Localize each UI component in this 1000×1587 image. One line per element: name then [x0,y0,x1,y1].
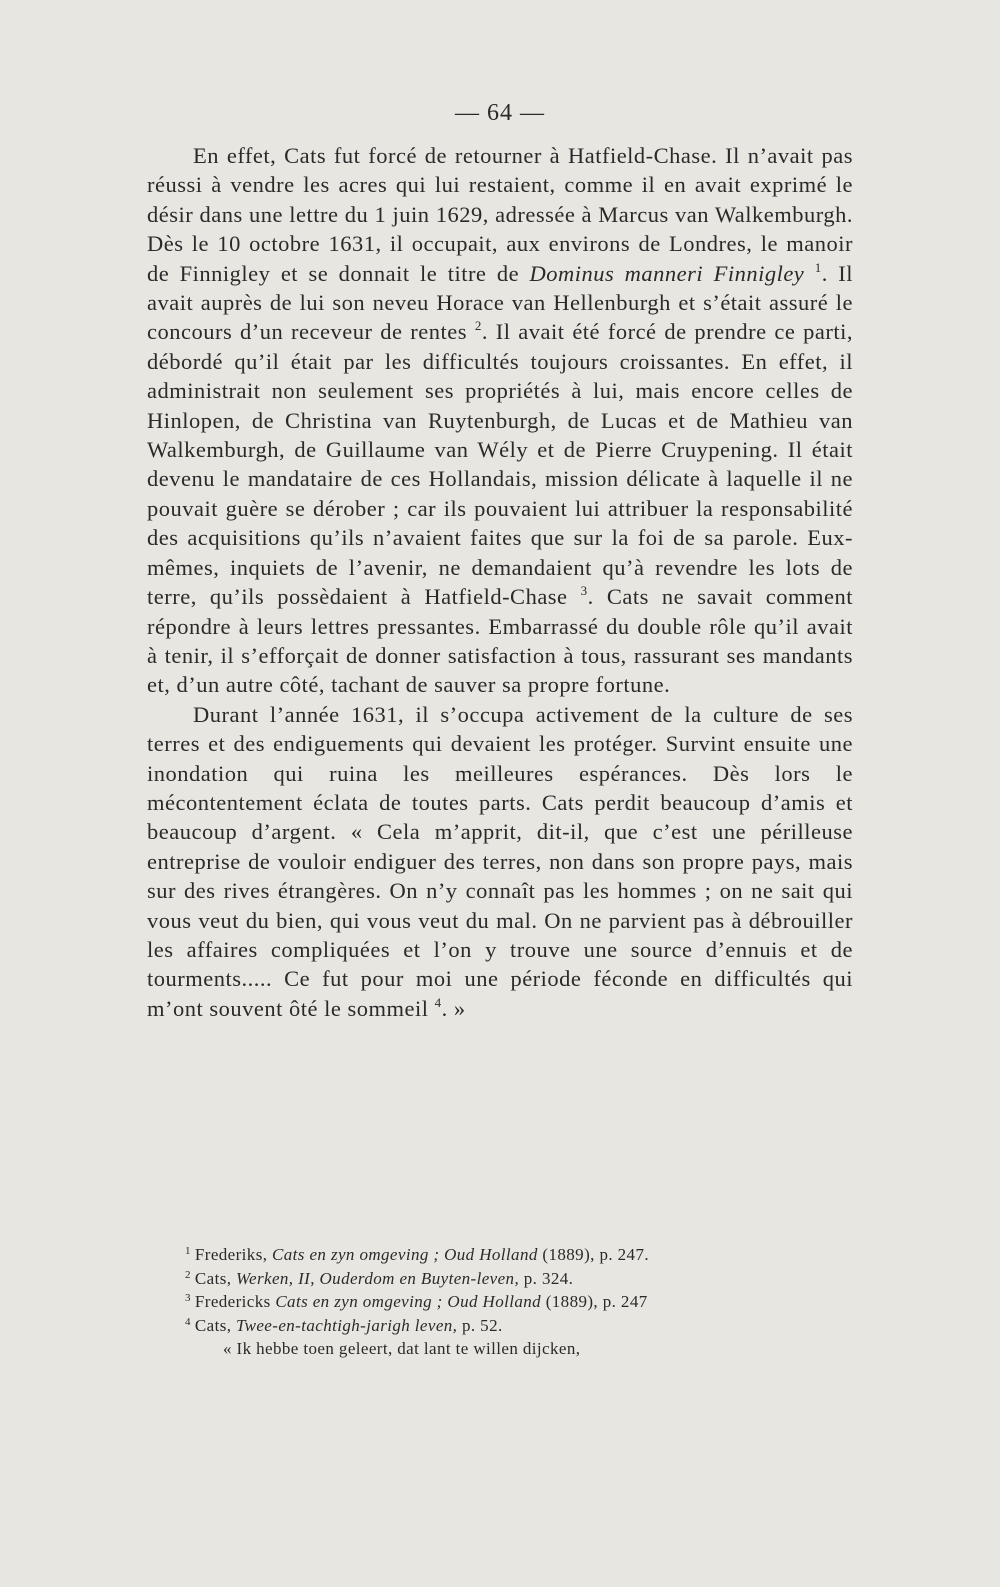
footnote-title: Cats en zyn omgeving ; Oud Holland [275,1292,542,1311]
paragraph-1-text-2: . Il avait auprès de lui son neveu Horace van Hellenburgh et s’était assuré le concours d’un receveur de rentes [147,260,854,345]
footnote-author: Fredericks [194,1292,276,1311]
paragraph-1-text-4: . Cats ne savait comment répondre à leurs lettres pressantes. Embarrassé du double rôle qu’il avait à tenir, il s’efforçait de donner satisfaction à tous, rassurant ses mandants et, d’un autre côté, tachant de sauver sa propre fortune. [147,584,853,698]
footnote-author: Frederiks, [194,1245,273,1264]
paragraph-2-text-2: . » [441,995,466,1021]
footnote-number: 1 [185,1245,191,1257]
paragraph-1-text-1: En effet, Cats fut forcé de retourner à Hatfield-Chase. Il n’avait pas réussi à vendre les acres qui lui restaient, comme il en avait exprimé le désir dans une lettre du 1 juin 1629, adressée à Marcus van Walkemburgh. Dès le 10 octobre 1631, il occupait, aux environs de Londres, le manoir de Finnigley et se donnait le titre de [147,143,853,286]
footnote-1 [185,1243,825,1267]
footnote-ref-1: 1 [814,259,822,275]
footnote-title: Werken, II, Ouderdom en Buyten-leven, [236,1268,520,1288]
main-text [147,141,853,1023]
footnote-title: Twee-en-tachtigh-jarigh leven, [236,1315,458,1335]
paragraph-2-text-1: Durant l’année 1631, il s’occupa activement de la culture de ses terres et des endiguements qui devaient les protéger. Survint ensuite une inondation qui ruina les meilleures espérances. Dès lors le mécontentement éclata de toutes parts. Cats perdit beaucoup d’amis et beaucoup d’argent. « Cela m’apprit, dit-il, que c’est une périlleuse entreprise de vouloir endiguer des terres, non dans son propre pays, mais sur des rives étrangères. On n’y connaît pas les hommes ; on ne sait qui vous veut du bien, qui vous veut du mal. On ne parvient pas à débrouiller les affaires compliquées et l’on y trouve une source d’ennuis et de tourments..... Ce fut pour moi une période féconde en difficultés qui m’ont souvent ôté le sommeil [147,701,853,1021]
footnote-2 [185,1267,825,1291]
footnote-reference: (1889), p. 247 [541,1292,648,1311]
footnote-author: Cats, [194,1268,237,1288]
paragraph-1-text-3: . Il avait été forcé de prendre ce parti, débordé qu’il était par les difficultés toujours croissantes. En effet, il administrait non seulement ses propriétés à lui, mais encore celles de Hinlopen, de Christina van Ruytenburgh, de Lucas et de Mathieu van Walkemburgh, de Guillaume van Wély et de Pierre Cruypening. Il était devenu le mandataire de ces Hollandais, mission délicate à laquelle il ne pouvait guère se dérober ; car ils pouvaient lui attribuer la responsabilité des acquisitions qu’ils n’avaient faites que sur la foi de sa parole. Eux-mêmes, inquiets de l’avenir, ne demandaient qu’à revendre les lots de terre, qu’ils possèdaient à Hatfield-Chase [147,319,854,610]
footnote-author: Cats, [194,1315,237,1335]
paragraph-2 [147,700,853,1023]
paragraph-1 [147,141,853,700]
footnotes [185,1243,825,1361]
footnote-title: Cats en zyn omgeving ; Oud Holland [272,1245,538,1264]
footnote-ref-4: 4 [434,994,442,1010]
footnote-ref-2: 2 [474,318,482,334]
latin-title: Dominus manneri Finnigley [529,260,805,286]
footnote-reference: p. 52. [457,1315,503,1335]
footnote-quote: « Ik hebbe toen geleert, dat lant te willen dijcken, [223,1339,581,1358]
footnote-4 [185,1314,825,1338]
footnote-number: 2 [185,1268,191,1281]
footnote-ref-3: 3 [580,583,588,599]
footnote-reference: p. 324. [519,1268,574,1288]
page-number: — 64 — [455,100,545,126]
footnote-3 [185,1290,825,1314]
footnote-reference: (1889), p. 247. [537,1245,649,1264]
footnote-number: 3 [185,1292,191,1304]
footnote-number: 4 [185,1315,191,1328]
